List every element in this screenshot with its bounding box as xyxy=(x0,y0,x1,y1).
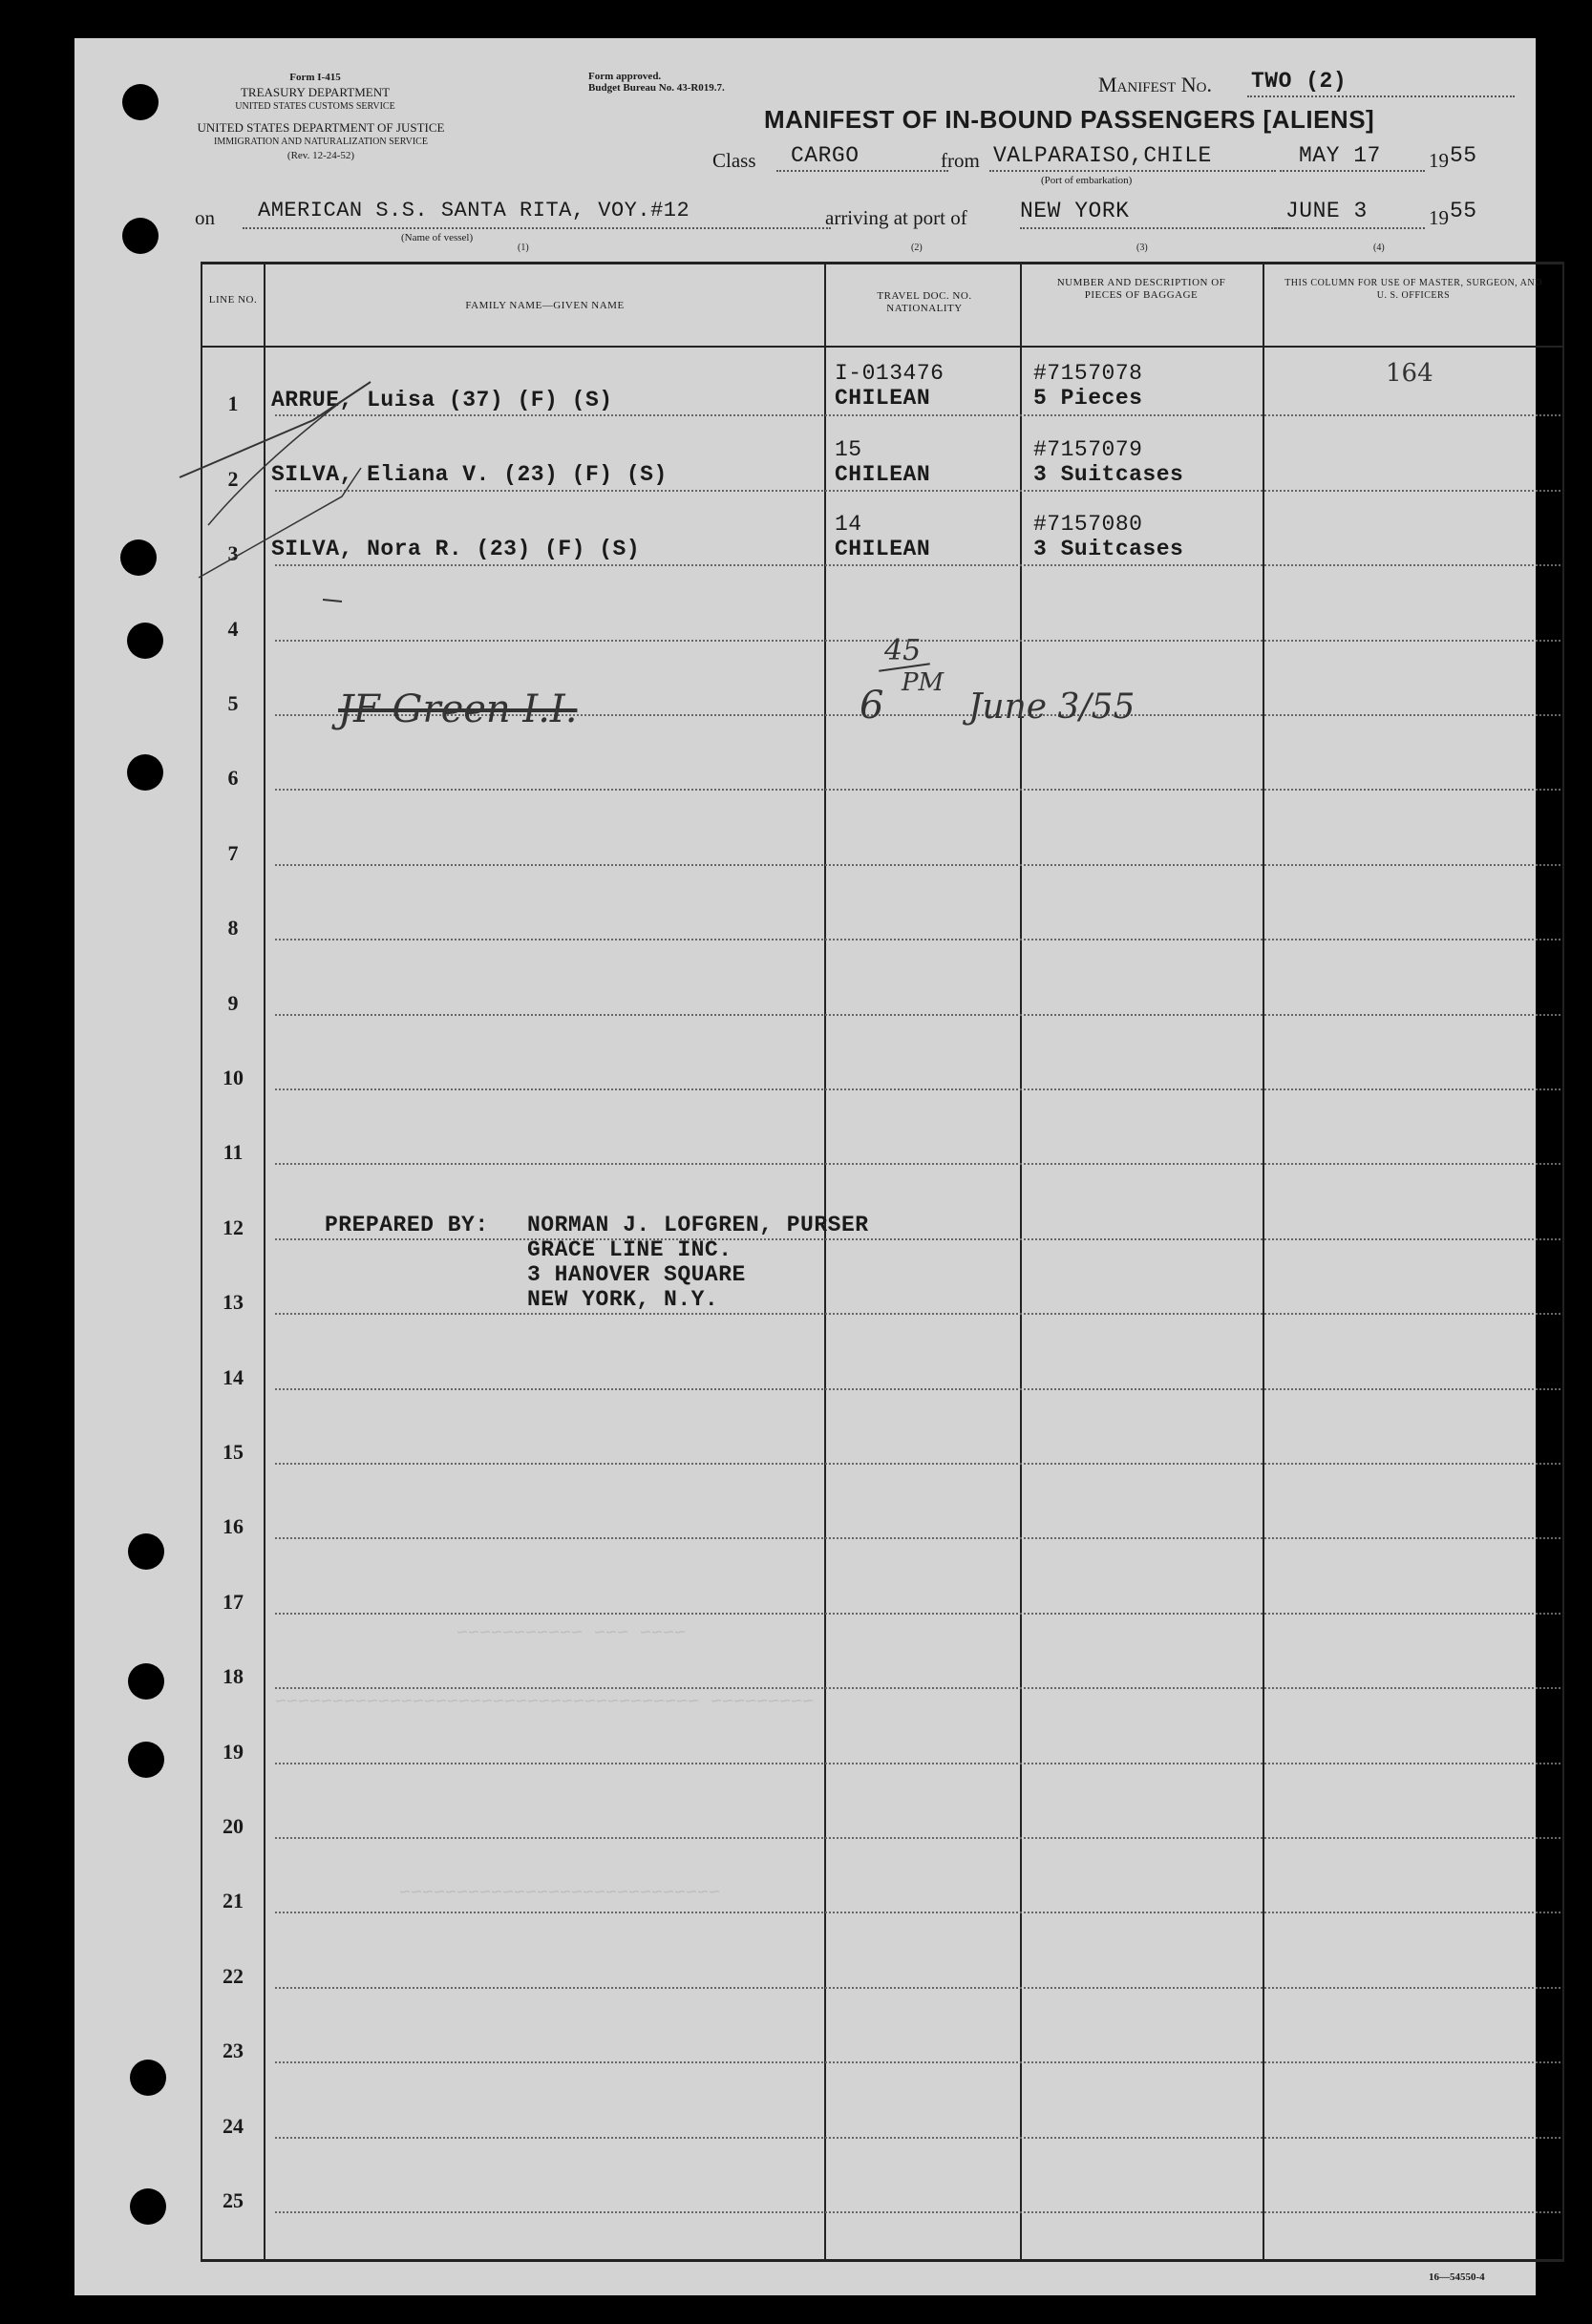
punch-hole xyxy=(128,1533,164,1570)
table-top-border xyxy=(201,262,1564,264)
row-dotted-line xyxy=(275,2061,1560,2063)
row-dotted-line xyxy=(275,2137,1560,2139)
embark-date-dots xyxy=(1280,170,1425,172)
row-dotted-line xyxy=(275,1987,1560,1989)
nationality: CHILEAN xyxy=(835,462,931,487)
manifest-no-label: Manifest No. xyxy=(1098,73,1212,96)
arriving-label: arriving at port of xyxy=(825,206,967,229)
line-number: 1 xyxy=(227,391,239,416)
line-number: 6 xyxy=(227,766,239,791)
row-dotted-line xyxy=(275,490,1560,492)
class-label: Class xyxy=(712,149,756,172)
passenger-name: SILVA, Eliana V. (23) (F) (S) xyxy=(271,462,668,487)
embarkation-port: VALPARAISO,CHILE xyxy=(993,143,1212,168)
preparer-city: NEW YORK, N.Y. xyxy=(527,1287,719,1312)
passenger-name: SILVA, Nora R. (23) (F) (S) xyxy=(271,537,641,561)
inspection-time-ampm: PM xyxy=(902,668,945,697)
baggage-description: 3 Suitcases xyxy=(1033,462,1184,487)
table-right-border xyxy=(1562,262,1564,2261)
line-number: 12 xyxy=(223,1215,244,1239)
on-label: on xyxy=(195,206,215,229)
inspection-date: June 3/55 xyxy=(968,687,1136,727)
punch-hole xyxy=(128,1742,164,1778)
line-number: 21 xyxy=(223,1889,244,1913)
line-number: 23 xyxy=(223,2039,244,2063)
col-caption-1: (1) xyxy=(518,243,529,253)
baggage-description: 5 Pieces xyxy=(1033,386,1143,411)
arrival-date: JUNE 3 xyxy=(1285,199,1368,223)
row-dotted-line xyxy=(275,1613,1560,1615)
row-dotted-line xyxy=(275,414,1560,416)
class-value: CARGO xyxy=(791,143,860,168)
form-header-left xyxy=(191,71,439,114)
row-dotted-line xyxy=(275,1388,1560,1390)
line-number: 14 xyxy=(223,1364,244,1389)
row-dotted-line xyxy=(275,1463,1560,1465)
vessel-dots xyxy=(243,227,831,229)
line-number: 13 xyxy=(223,1290,244,1315)
department-treasury: TREASURY DEPARTMENT xyxy=(240,85,391,99)
bleed-through-text: ~~~~ ~~~ ~~~~~~~~~~~ xyxy=(456,1623,687,1645)
line-number: 3 xyxy=(227,541,239,566)
row-dotted-line xyxy=(275,1912,1560,1913)
baggage-number: #7157079 xyxy=(1033,437,1143,462)
manifest-no-value: TWO (2) xyxy=(1251,69,1348,94)
line-number: 2 xyxy=(227,466,239,491)
header-travel-doc: TRAVEL DOC. NO. NATIONALITY xyxy=(877,290,972,314)
header-line-no: LINE NO. xyxy=(208,294,258,306)
punch-hole xyxy=(127,623,163,659)
line-number: 22 xyxy=(223,1963,244,1988)
line-number: 19 xyxy=(223,1739,244,1764)
vessel-caption: (Name of vessel) xyxy=(401,232,474,243)
port-caption: (Port of embarkation) xyxy=(1041,175,1133,186)
manifest-page xyxy=(74,38,1542,2295)
line-number: 10 xyxy=(223,1066,244,1089)
line-number: 17 xyxy=(223,1589,244,1614)
row-dotted-line xyxy=(275,1313,1560,1315)
line-number: 11 xyxy=(223,1140,244,1165)
arrival-port: NEW YORK xyxy=(1020,199,1130,223)
revision-date: (Rev. 12-24-52) xyxy=(287,150,355,161)
form-approval xyxy=(588,71,725,94)
arrival-year-prefix: 19 xyxy=(1429,206,1449,229)
row-dotted-line xyxy=(275,1763,1560,1764)
baggage-number: #7157080 xyxy=(1033,512,1143,537)
from-label: from xyxy=(941,149,980,172)
row-dotted-line xyxy=(275,564,1560,566)
vessel-name: AMERICAN S.S. SANTA RITA, VOY.#12 xyxy=(258,199,690,222)
baggage-number: #7157078 xyxy=(1033,361,1143,386)
bleed-through-text: ~~~~~~~~~~~~~~~~~~~~~~~~~~~~ xyxy=(399,1883,721,1905)
preparer-address: 3 HANOVER SQUARE xyxy=(527,1262,746,1287)
budget-bureau-line: Budget Bureau No. 43-R019.7. xyxy=(588,82,725,94)
arrival-year: 55 xyxy=(1450,199,1477,223)
line-number: 15 xyxy=(223,1440,244,1464)
class-dots xyxy=(776,170,948,172)
form-number: Form I-415 xyxy=(289,72,341,83)
page-title: MANIFEST OF IN-BOUND PASSENGERS [ALIENS] xyxy=(764,105,1375,134)
row-dotted-line xyxy=(275,789,1560,791)
line-number: 20 xyxy=(223,1814,244,1838)
table-header-border xyxy=(201,346,1564,348)
embark-year: 55 xyxy=(1450,143,1477,168)
inspection-time: 6 xyxy=(860,684,884,728)
row-dotted-line xyxy=(275,1537,1560,1539)
line-number: 8 xyxy=(227,916,239,940)
row-dotted-line xyxy=(275,864,1560,866)
row-dotted-line xyxy=(275,1687,1560,1689)
arrival-port-dots xyxy=(1020,227,1291,229)
punch-hole xyxy=(128,1663,164,1700)
row-dotted-line xyxy=(275,1837,1560,1839)
header-officers: THIS COLUMN FOR USE OF MASTER, SURGEON, AND U. S. OFFICERS xyxy=(1284,278,1542,301)
header-baggage: NUMBER AND DESCRIPTION OF PIECES OF BAGGAGE xyxy=(1056,277,1226,301)
preparer-company: GRACE LINE INC. xyxy=(527,1237,732,1262)
punch-hole xyxy=(120,539,157,576)
travel-doc-no: I-013476 xyxy=(835,361,945,386)
header-name: FAMILY NAME—GIVEN NAME xyxy=(465,300,625,311)
punch-hole xyxy=(122,84,159,120)
footer-code: 16—54550-4 xyxy=(1429,2271,1485,2283)
punch-hole xyxy=(130,2188,166,2225)
travel-doc-no: 15 xyxy=(835,437,862,462)
punch-hole xyxy=(127,754,163,791)
line-number: 18 xyxy=(223,1664,244,1689)
arrival-date-dots xyxy=(1274,227,1425,229)
punch-hole xyxy=(122,218,159,254)
handwritten-tick-marks xyxy=(170,363,456,687)
prepared-by-label: PREPARED BY: xyxy=(325,1213,489,1237)
bleed-through-text: ~~~~~~~~~ ~~~~~~~~~~~~~~~~~~~~~~~~~~~~~~~~~~~~~ xyxy=(275,1692,815,1714)
row-dotted-line xyxy=(275,1088,1560,1090)
inspector-signature: JF Green I.I. xyxy=(338,687,578,731)
inspection-time-minutes: 45 xyxy=(884,634,922,667)
line-number: 9 xyxy=(227,990,239,1015)
approval-line: Form approved. xyxy=(588,71,662,82)
line-number: 16 xyxy=(223,1514,244,1539)
embarkation-date: MAY 17 xyxy=(1299,143,1381,168)
line-number: 7 xyxy=(227,840,239,865)
from-dots xyxy=(989,170,1276,172)
name-col-divider xyxy=(824,262,826,2261)
embark-year-prefix: 19 xyxy=(1429,149,1449,172)
immigration-service: IMMIGRATION AND NATURALIZATION SERVICE xyxy=(214,137,428,147)
line-number: 25 xyxy=(223,2188,244,2212)
table-bottom-border xyxy=(201,2259,1564,2262)
row-dotted-line xyxy=(275,939,1560,940)
col-caption-4: (4) xyxy=(1373,243,1385,253)
doc-col-divider xyxy=(1020,262,1022,2261)
punch-hole xyxy=(130,2060,166,2096)
preparer-name: NORMAN J. LOFGREN, PURSER xyxy=(527,1213,869,1237)
nationality: CHILEAN xyxy=(835,386,931,411)
row-dotted-line xyxy=(275,1014,1560,1016)
row-dotted-line xyxy=(275,1163,1560,1165)
baggage-description: 3 Suitcases xyxy=(1033,537,1184,561)
line-number: 4 xyxy=(227,616,239,641)
line-number: 5 xyxy=(227,691,239,715)
passenger-name: ARRUE, Luisa (37) (F) (S) xyxy=(271,388,613,412)
row-dotted-line xyxy=(275,1238,1560,1240)
manifest-no-dots xyxy=(1247,95,1515,97)
department-justice: UNITED STATES DEPARTMENT OF JUSTICE xyxy=(197,120,445,135)
travel-doc-no: 14 xyxy=(835,512,862,537)
row-dotted-line xyxy=(275,2211,1560,2213)
customs-service: UNITED STATES CUSTOMS SERVICE xyxy=(235,101,395,112)
col-caption-2: (2) xyxy=(911,243,923,253)
nationality: CHILEAN xyxy=(835,537,931,561)
line-number: 24 xyxy=(223,2113,244,2138)
officer-note: 164 xyxy=(1386,359,1433,388)
baggage-col-divider xyxy=(1263,262,1264,2261)
col-caption-3: (3) xyxy=(1136,243,1148,253)
form-header-left-2 xyxy=(191,120,451,163)
